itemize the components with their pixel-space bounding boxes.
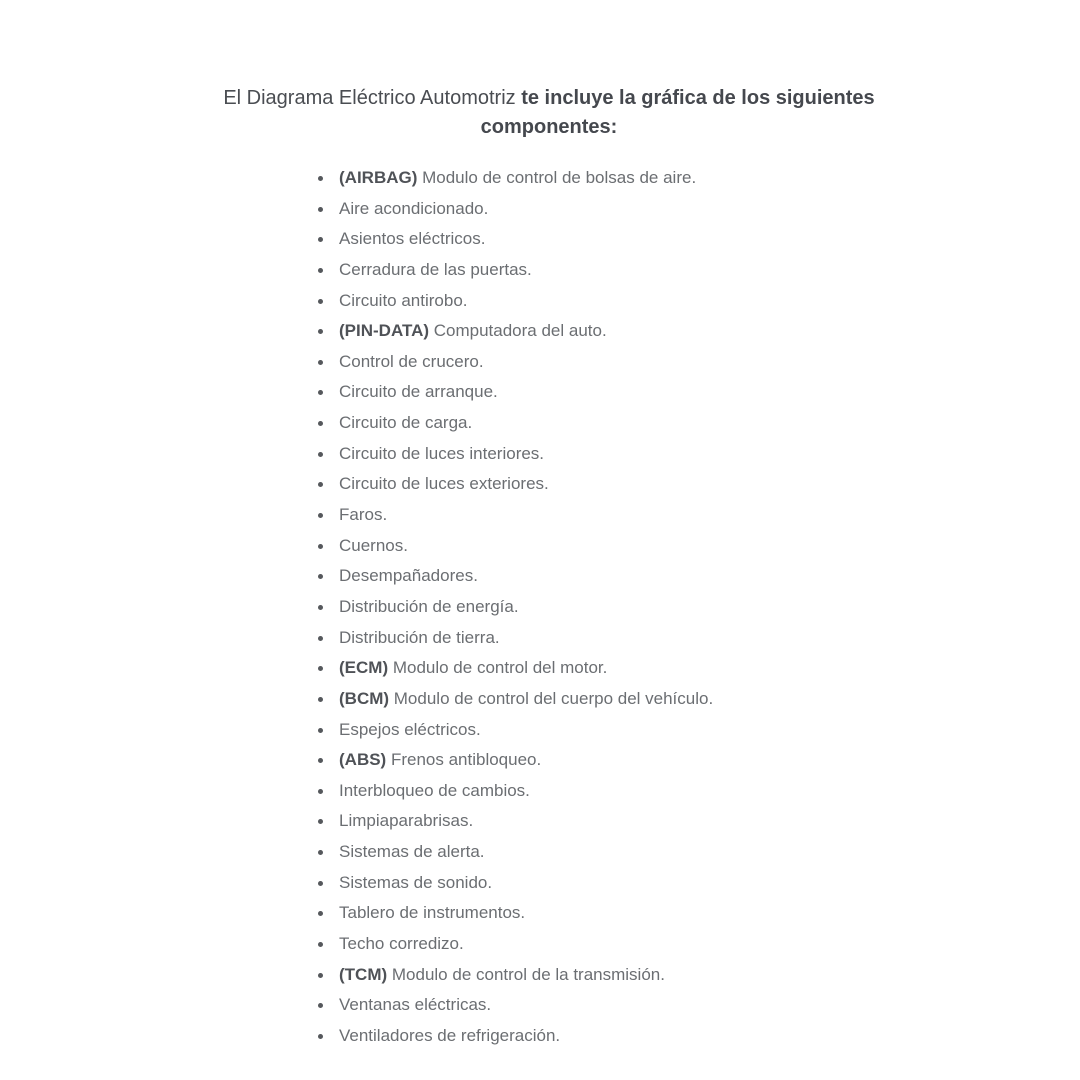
component-text: Sistemas de alerta. <box>339 842 485 862</box>
heading-bold-text: te incluye la gráfica de los siguientes componentes: <box>480 87 875 138</box>
bullet-icon <box>318 268 323 273</box>
bullet-icon <box>318 452 323 457</box>
component-code: (AIRBAG) <box>339 168 418 187</box>
bullet-icon <box>318 360 323 365</box>
bullet-icon <box>318 237 323 242</box>
list-item <box>316 806 713 837</box>
bullet-icon <box>318 513 323 518</box>
component-text: Limpiaparabrisas. <box>339 811 474 831</box>
component-code: (ABS) <box>339 750 387 770</box>
bullet-icon <box>318 207 323 212</box>
component-text: Cuernos. <box>339 535 408 555</box>
list-item <box>316 561 713 592</box>
bullet-icon <box>318 636 323 641</box>
bullet-icon <box>318 1034 323 1039</box>
component-text: Distribución de tierra. <box>339 627 500 647</box>
component-code: (PIN-DATA) <box>339 321 430 341</box>
bullet-icon <box>318 850 323 855</box>
component-text: Frenos antibloqueo. <box>386 750 542 770</box>
component-text: Sistemas de sonido. <box>339 872 493 892</box>
list-item <box>316 776 713 807</box>
component-text: Modulo de control del cuerpo del vehículo. <box>389 688 714 708</box>
component-text: Interbloqueo de cambios. <box>339 780 530 800</box>
component-code: (ECM) <box>339 658 389 678</box>
component-text: Espejos eléctricos. <box>339 719 481 739</box>
list-item <box>316 990 713 1021</box>
list-item <box>316 316 713 347</box>
component-text: Distribución de energía. <box>339 596 519 616</box>
bullet-icon <box>318 1003 323 1008</box>
bullet-icon <box>318 728 323 733</box>
intro-heading <box>200 84 898 142</box>
bullet-icon <box>318 911 323 916</box>
list-item <box>316 500 713 531</box>
bullet-icon <box>318 666 323 671</box>
list-item <box>316 745 713 776</box>
list-item <box>316 469 713 500</box>
list-item <box>316 715 713 746</box>
component-text: Aire acondicionado. <box>339 198 489 218</box>
list-item <box>316 623 713 654</box>
component-text: Circuito de arranque. <box>339 382 498 402</box>
component-text: Desempañadores. <box>339 566 478 586</box>
component-text: Control de crucero. <box>339 351 484 371</box>
list-item <box>316 837 713 868</box>
component-list <box>316 163 713 1052</box>
list-item <box>316 408 713 439</box>
list-item <box>316 898 713 929</box>
component-text: Ventiladores de refrigeración. <box>339 1025 561 1045</box>
heading-normal-text: El Diagrama Eléctrico Automotriz <box>223 87 522 109</box>
bullet-icon <box>318 789 323 794</box>
list-item <box>316 684 713 715</box>
bullet-icon <box>318 544 323 549</box>
component-text: Modulo de control del motor. <box>388 658 608 678</box>
list-item <box>316 929 713 960</box>
bullet-icon <box>318 574 323 579</box>
component-text: Circuito de carga. <box>339 413 473 433</box>
list-item <box>316 347 713 378</box>
bullet-icon <box>318 329 323 334</box>
bullet-icon <box>318 758 323 763</box>
component-text: Modulo de control de bolsas de aire. <box>417 168 697 187</box>
component-text: Circuito de luces exteriores. <box>339 474 549 494</box>
list-item <box>316 163 713 194</box>
bullet-icon <box>318 819 323 824</box>
list-item <box>316 531 713 562</box>
list-item <box>316 960 713 991</box>
bullet-icon <box>318 605 323 610</box>
list-item <box>316 1021 713 1052</box>
bullet-icon <box>318 390 323 395</box>
component-text: Computadora del auto. <box>429 321 607 341</box>
bullet-icon <box>318 482 323 487</box>
bullet-icon <box>318 881 323 886</box>
list-item <box>316 868 713 899</box>
list-item <box>316 592 713 623</box>
list-item <box>316 439 713 470</box>
list-item <box>316 653 713 684</box>
component-code: (BCM) <box>339 688 390 708</box>
bullet-icon <box>318 176 323 181</box>
bullet-icon <box>318 421 323 426</box>
component-text: Circuito de luces interiores. <box>339 443 545 463</box>
component-code: (TCM) <box>339 964 388 984</box>
component-text: Circuito antirobo. <box>339 290 468 310</box>
bullet-icon <box>318 942 323 947</box>
bullet-icon <box>318 299 323 304</box>
bullet-icon <box>318 973 323 978</box>
list-item <box>316 286 713 317</box>
component-text: Tablero de instrumentos. <box>339 903 526 923</box>
component-text: Cerradura de las puertas. <box>339 259 532 279</box>
component-text: Asientos eléctricos. <box>339 229 486 249</box>
list-item <box>316 377 713 408</box>
component-text: Ventanas eléctricas. <box>339 995 492 1015</box>
bullet-icon <box>318 697 323 702</box>
list-item <box>316 255 713 286</box>
component-text: Modulo de control de la transmisión. <box>387 964 665 984</box>
component-text: Faros. <box>339 505 388 525</box>
list-item <box>316 194 713 225</box>
list-item <box>316 224 713 255</box>
component-text: Techo corredizo. <box>339 934 464 954</box>
